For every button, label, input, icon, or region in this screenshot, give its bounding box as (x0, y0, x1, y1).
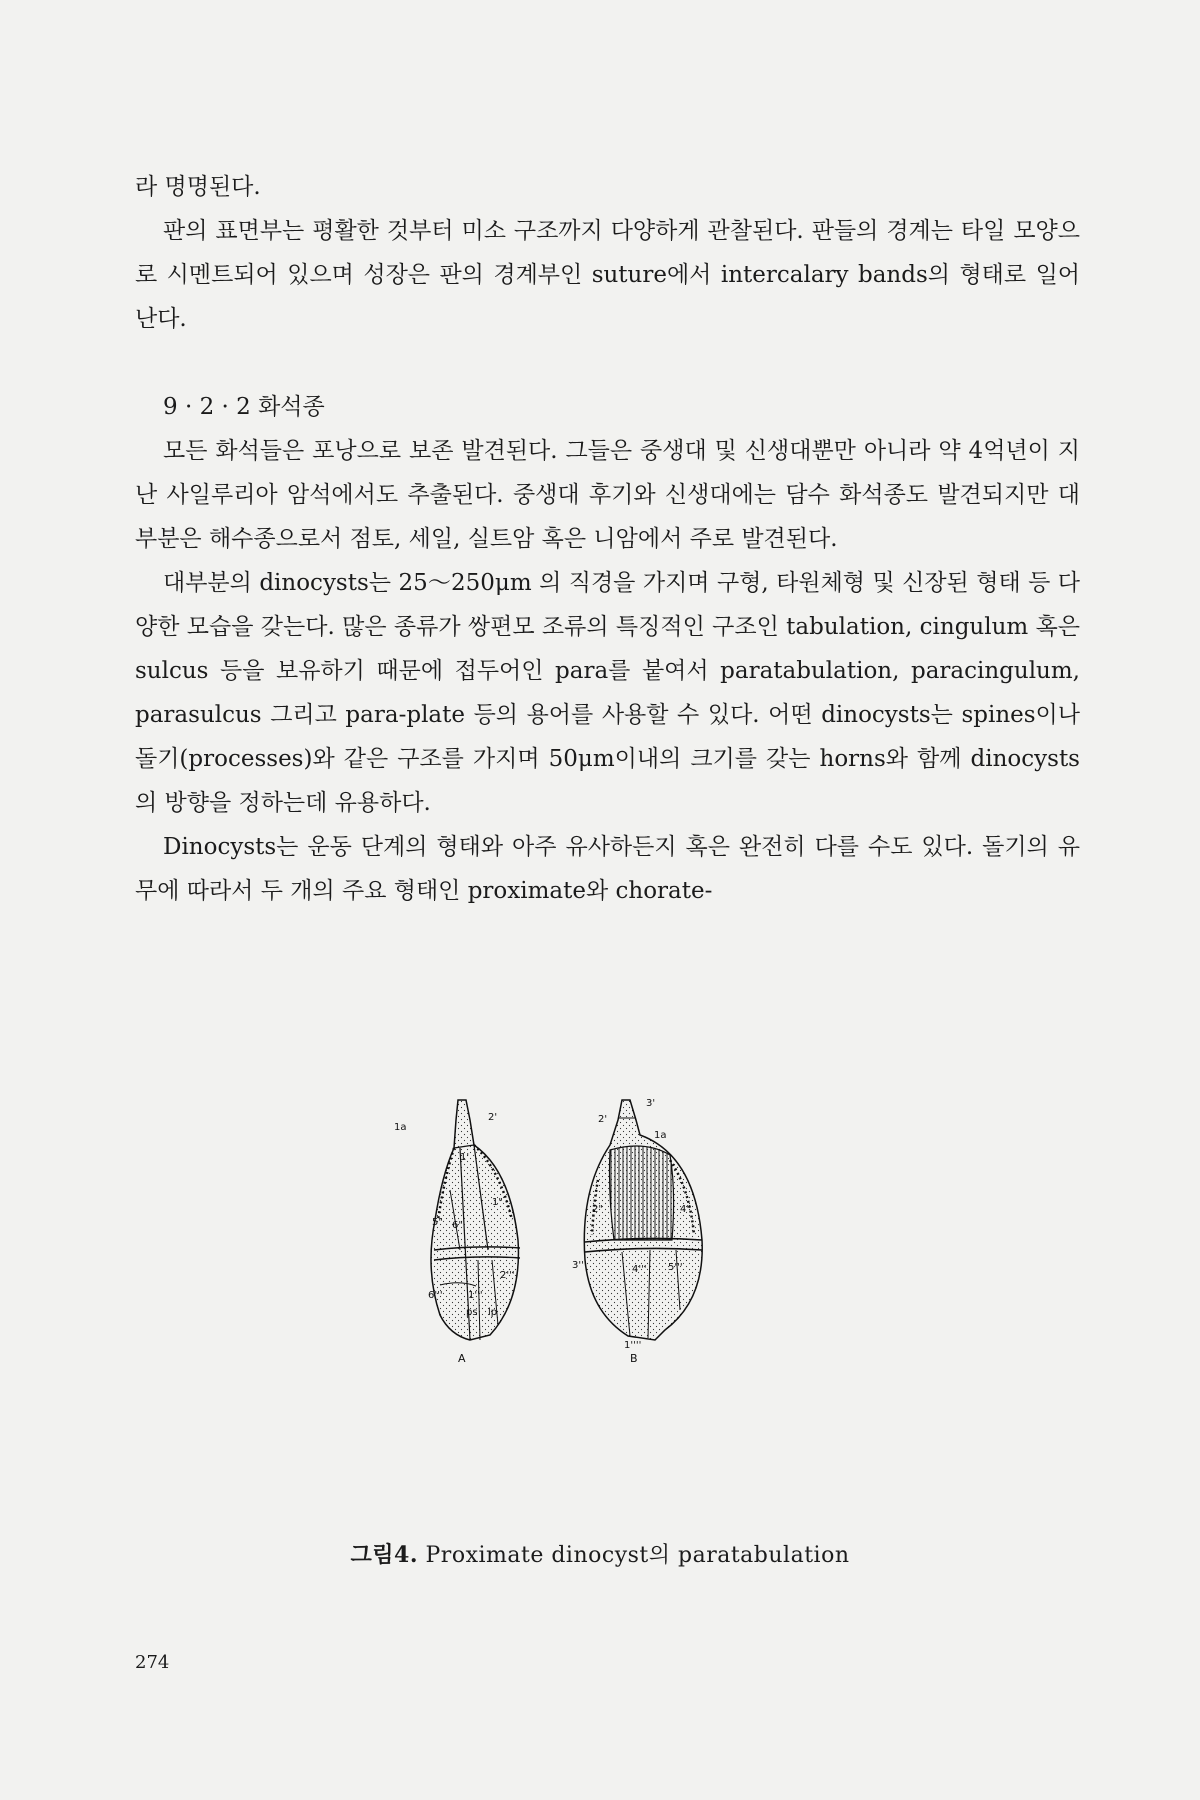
panel-a-outline (431, 1100, 518, 1340)
panel-a-label-ps: ps (466, 1307, 478, 1318)
panel-b-hatched-area (610, 1146, 674, 1240)
panel-b-label-4dprime: 4" (680, 1204, 691, 1215)
paragraph-fossil-preservation: 모든 화석들은 포낭으로 보존 발견된다. 그들은 중생대 및 신생대뿐만 아니라 약 4억년이 지난 사일루리아 암석에서도 추출된다. 중생대 후기와 신생대에는 담수 화석종도 발견되지만 대부분은 해수종으로서 점토, 세일, 실트암 혹은 니암에서 주로 발견된다. (135, 438, 1080, 552)
panel-a-label-2tprime: 2''' (500, 1270, 515, 1281)
panel-b-label-4tprime: 4''' (632, 1264, 647, 1275)
panel-b-drawing (572, 1098, 702, 1365)
paragraph-plate-surface: 판의 표면부는 평활한 것부터 미소 구조까지 다양하게 관찰된다. 판들의 경계는 타일 모양으로 시멘트되어 있으며 성장은 판의 경계부인 suture에서 intercalary bands의 형태로 일어난다. (135, 218, 1080, 332)
panel-a-label-5dprime: 5" (432, 1217, 443, 1228)
panel-a-drawing (394, 1100, 520, 1365)
figure-caption (0, 1538, 1200, 1569)
panel-a-letter: A (458, 1352, 466, 1365)
panel-a-label-1tprime: 1''' (468, 1290, 483, 1301)
panel-b-letter: B (630, 1352, 638, 1365)
panel-b-label-3prime: 3' (646, 1098, 656, 1109)
panel-b-label-2prime: 2' (598, 1114, 608, 1125)
page-number: 274 (135, 1652, 170, 1673)
figure-caption-label: 그림4. (350, 1542, 418, 1568)
panel-b-label-5tprime: 5''' (668, 1262, 683, 1273)
body-text (135, 165, 1080, 913)
paragraph-dinocyst-types: Dinocysts는 운동 단계의 형태와 아주 유사하든지 혹은 완전히 다를 수도 있다. 돌기의 유무에 따라서 두 개의 주요 형태인 proximate와 chorate- (135, 834, 1080, 904)
figure-caption-text: Proximate dinocyst의 paratabulation (425, 1543, 850, 1568)
panel-b-label-3tprime: 3''' (572, 1260, 587, 1271)
paragraph-continuation: 라 명명된다. (135, 174, 261, 200)
panel-a-label-6dprime: 6" (452, 1220, 463, 1231)
panel-a-label-1a: 1a (394, 1122, 407, 1133)
panel-a-label-1prime: 1' (460, 1152, 470, 1163)
panel-a-label-1dprime: 1" (492, 1197, 503, 1208)
paragraph-dinocyst-morphology: 대부분의 dinocysts는 25～250μm 의 직경을 가지며 구형, 타원체형 및 신장된 형태 등 다양한 모습을 갖는다. 많은 종류가 쌍편모 조류의 특징적인 구조인 tabulation, cingulum 혹은 sulcus 등을 보유하기 때문에 접두어인 para를 붙여서 paratabulation, paracingulum, parasulcus 그리고 para-plate 등의 용어를 사용할 수 있다. 어떤 dinocysts는 spines이나 돌기(processes)와 같은 구조를 가지며 50μm이내의 크기를 갖는 horns와 함께 dinocysts의 방향을 정하는데 유용하다. (135, 570, 1080, 816)
panel-a-label-2prime: 2' (488, 1112, 498, 1123)
figure-dinocyst-drawings (394, 1098, 790, 1480)
panel-b-label-1a: 1a (654, 1130, 667, 1141)
panel-b-label-2dprime: 2" (592, 1204, 603, 1215)
panel-a-label-lp: lp (488, 1307, 498, 1318)
section-heading: 9 · 2 · 2 화석종 (163, 394, 325, 420)
panel-b-label-1qprime: 1'''' (624, 1340, 642, 1351)
panel-a-label-6tprime: 6''' (428, 1290, 443, 1301)
